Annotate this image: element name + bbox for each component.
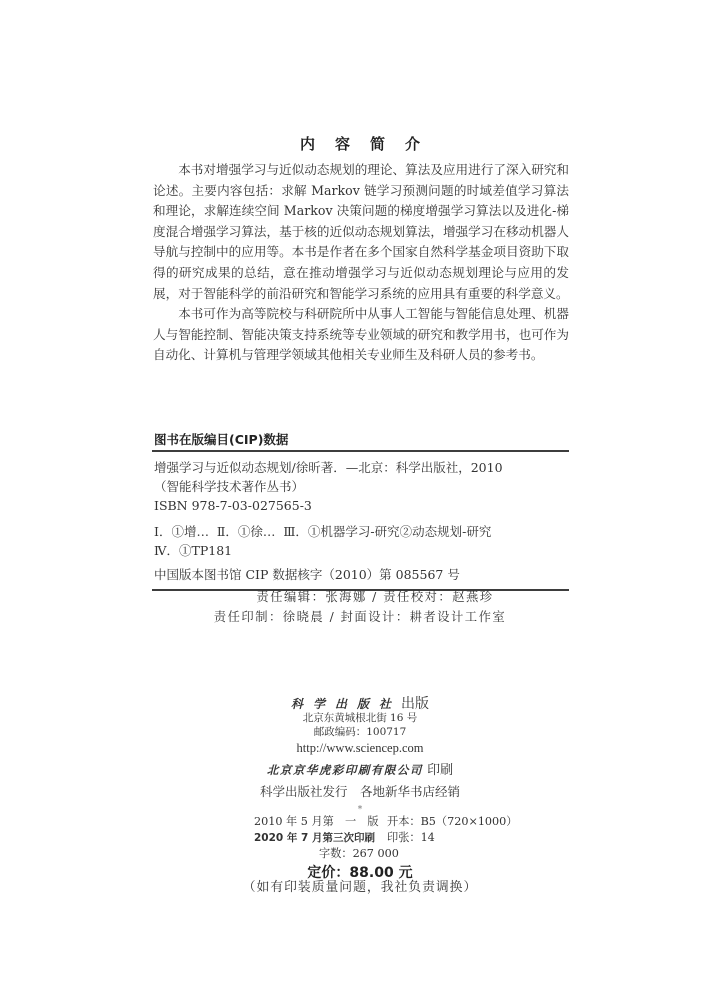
summary-paragraph: 本书对增强学习与近似动态规划的理论、算法及应用进行了深入研究和论述。主要内容包括：求解 Markov 链学习预测问题的时域差值学习算法和理论，求解连续空间 Markov 决策问题的梯度增强学习算法以及进化-梯度混合增强学习算法，基于核的近似动态规划算法，增强学习在移动机器人导航与控制中的应用等。本书是作者在多个国家自然科学基金项目资助下取得的研究成果的总结，意在推动增强学习与近似动态规划理论与应用的发展，对于智能科学的前沿研究和智能学习系统的应用具有重要的科学意义。: [153, 162, 569, 301]
cip-title-line: 增强学习与近似动态规划/徐昕著．—北京：科学出版社，2010: [154, 460, 503, 475]
credit-line: 责任印制：徐晓晨 / 封面设计：耕者设计工作室: [213, 610, 507, 624]
word-count: 字数：267 000: [319, 847, 399, 860]
edition-info: 2010 年 5 月第 一 版: [254, 815, 379, 828]
publisher-address: 北京东黄城根北街 16 号: [302, 712, 418, 724]
summary-title: 内容简介: [299, 135, 440, 153]
publisher-postcode: 邮政编码：100717: [313, 726, 407, 738]
format-info: 开本：B5（720×1000）: [387, 815, 518, 828]
credit-line: 责任编辑：张海娜 / 责任校对：赵燕珍: [256, 590, 494, 604]
publisher-imprint: [0, 693, 720, 818]
sheets-info: 印张：14: [387, 831, 435, 844]
publisher-name: 科学出版社: [290, 697, 401, 711]
quality-notice: （如有印装质量问题，我社负责调换）: [242, 880, 478, 895]
cip-classification: Ⅰ．①增… Ⅱ．①徐… Ⅲ．①机器学习-研究②动态规划-研究: [154, 524, 492, 539]
separator-star: *: [357, 805, 363, 815]
printer-name: 北京京华虎彩印刷有限公司: [266, 763, 423, 777]
cip-isbn: ISBN 978-7-03-027565-3: [154, 498, 312, 513]
price: 定价：88.00 元: [307, 865, 413, 881]
summary-paragraph: 本书可作为高等院校与科研院所中从事人工智能与智能信息处理、机器人与智能控制、智能决策支持系统等专业领域的研究和教学用书，也可作为自动化、计算机与管理学领域其他相关专业师生及科研人员的参考书。: [153, 306, 569, 363]
printer-suffix: 印刷: [427, 763, 454, 778]
cip-series: （智能科学技术著作丛书）: [154, 479, 305, 494]
cip-classification: Ⅳ．①TP181: [154, 543, 233, 558]
print-specs: [254, 814, 518, 862]
publisher-suffix: 出版: [401, 696, 429, 712]
summary-body: [153, 160, 569, 366]
cip-check-number: 中国版本图书馆 CIP 数据核字（2010）第 085567 号: [154, 567, 460, 582]
cip-body: [152, 452, 569, 584]
distribution-line: 科学出版社发行 各地新华书店经销: [259, 784, 460, 799]
cip-heading: 图书在版编目(CIP)数据: [154, 432, 289, 447]
cip-data-block: [152, 430, 569, 591]
publisher-url[interactable]: http://www.sciencep.com: [296, 741, 424, 755]
editorial-credits: [0, 587, 720, 627]
printing-info: 2020 年 7 月第三次印刷: [254, 832, 375, 844]
